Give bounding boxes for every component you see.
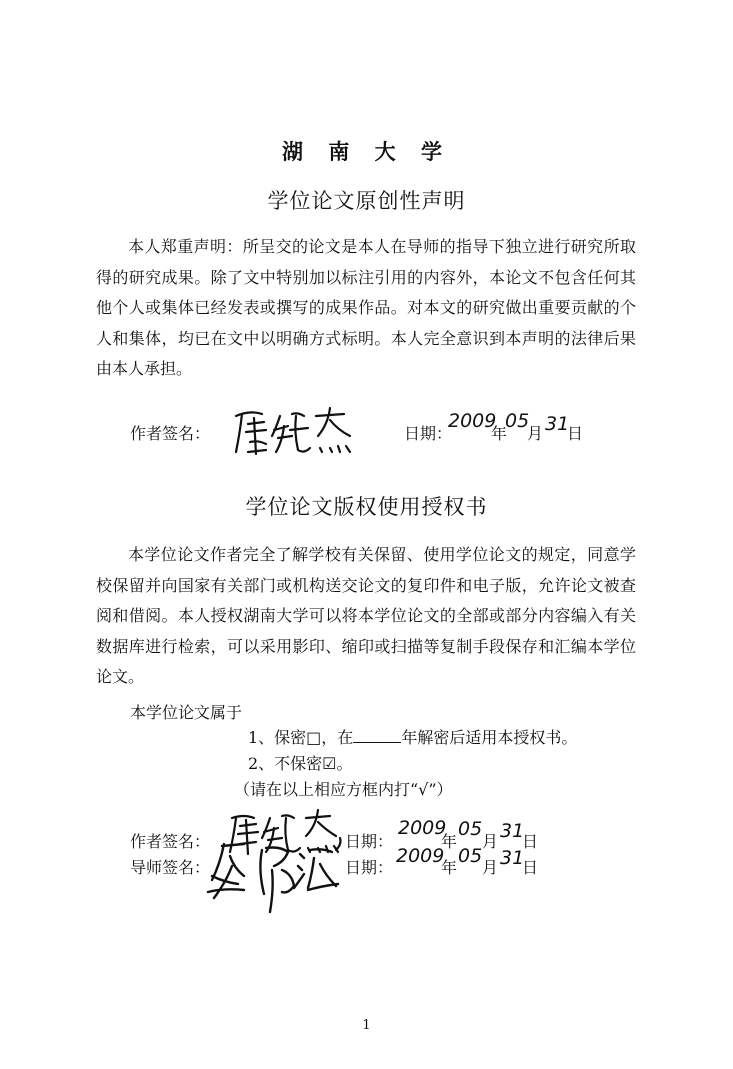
author-signature-1 xyxy=(232,402,362,466)
authorization-title: 学位论文版权使用授权书 xyxy=(245,495,488,519)
advisor-date-label: 日期： xyxy=(345,858,394,877)
declaration-text: 本人郑重声明：所呈交的论文是本人在导师的指导下独立进行研究所取得的研究成果。除了文中特别加以标注引用的内容外，本论文不包含任何其他个人或集体已经发表或撰写的成果作品。对本文的研究做出重要贡献的个人和集体，均已在文中以明确方式标明。本人完全意识到本声明的法律后果由本人承担。 xyxy=(96,237,636,378)
authorization-author-label: 作者签名： xyxy=(130,832,211,851)
author-month-char: 月 xyxy=(482,832,499,851)
declaration-date-day: 31 xyxy=(545,413,570,435)
declaration-date-month: 05 xyxy=(505,410,530,432)
advisor-day-char: 日 xyxy=(522,858,539,877)
advisor-month-char: 月 xyxy=(482,858,499,877)
declaration-date-year: 2009 xyxy=(448,410,497,432)
declaration-month-char: 月 xyxy=(527,424,544,443)
declaration-day-char: 日 xyxy=(567,424,584,443)
advisor-date-year: 2009 xyxy=(396,845,445,867)
author-date-month: 05 xyxy=(458,818,483,840)
author-year-char: 年 xyxy=(441,832,458,851)
declaration-date-label: 日期： xyxy=(404,424,453,443)
belongs-label: 本学位论文属于 xyxy=(130,703,243,722)
declaration-title: 学位论文原创性声明 xyxy=(267,189,466,213)
option-confidential xyxy=(248,725,577,748)
advisor-year-char: 年 xyxy=(441,858,458,877)
advisor-date-day: 31 xyxy=(500,847,525,869)
university-name: 湖 南 大 学 xyxy=(282,140,451,164)
advisor-date-month: 05 xyxy=(458,845,483,867)
author-day-char: 日 xyxy=(522,832,539,851)
author-date-day: 31 xyxy=(500,820,525,842)
advisor-label: 导师签名： xyxy=(130,858,211,877)
authorization-author-date-label: 日期： xyxy=(345,832,394,851)
author-date-year: 2009 xyxy=(398,817,447,839)
option-confidential-text-a: 1、保密□，在 xyxy=(248,728,354,747)
authorization-text: 本学位论文作者完全了解学校有关保留、使用学位论文的规定，同意学校保留并向国家有关部门或机构送交论文的复印件和电子版，允许论文被查阅和借阅。本人授权湖南大学可以将本学位论文的全部或部分内容编入有关数据库进行检索，可以采用影印、缩印或扫描等复制手段保存和汇编本学位论文。 xyxy=(96,545,636,686)
option-not-confidential: 2、不保密☑。 xyxy=(248,754,353,773)
declaration-year-char: 年 xyxy=(491,424,508,443)
years-blank xyxy=(353,728,401,743)
page-number: 1 xyxy=(362,1018,371,1033)
declaration-author-label: 作者签名： xyxy=(130,424,211,443)
advisor-signature xyxy=(204,836,344,920)
checkbox-note: （请在以上相应方框内打“√”） xyxy=(234,780,453,799)
option-confidential-text-b: 年解密后适用本授权书。 xyxy=(401,728,578,747)
